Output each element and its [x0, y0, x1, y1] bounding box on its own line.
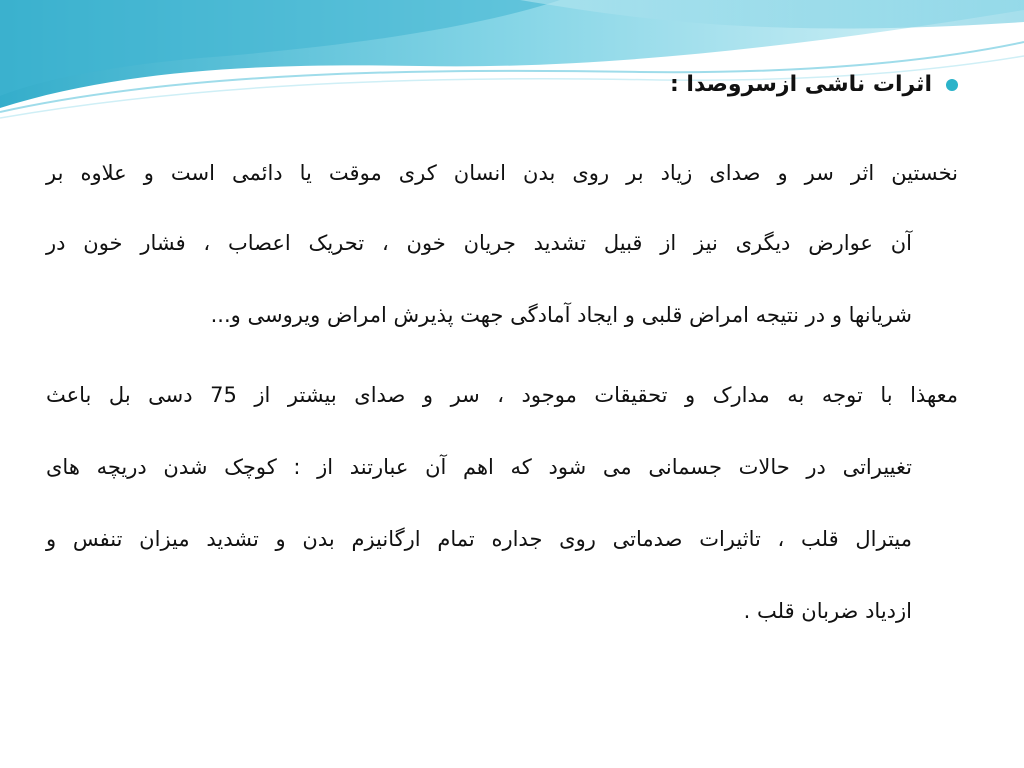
- paragraph-2-line-2: تغییراتی در حالات جسمانی می شود که اهم آن عبارتند از : کوچک شدن دریچه های: [46, 455, 912, 479]
- paragraph-2-line-4: ازدیاد ضربان قلب .: [743, 599, 912, 623]
- header-wave-decoration: [0, 0, 1024, 130]
- heading-row: [670, 72, 958, 97]
- bullet-dot-icon: [946, 79, 958, 91]
- heading-text: اثرات ناشی ازسروصدا :: [669, 72, 932, 97]
- paragraph-2-line-3: میترال قلب ، تاثیرات صدماتی روی جداره تمام ارگانیزم بدن و تشدید میزان تنفس و: [46, 527, 912, 551]
- paragraph-1-line-2: آن عوارض دیگری نیز از قبیل تشدید جریان خون ، تحریک اعصاب ، فشار خون در: [46, 231, 912, 255]
- paragraph-1-line-1: نخستین اثر سر و صدای زیاد بر روی بدن انسان کری موقت یا دائمی است و علاوه بر: [46, 161, 958, 185]
- paragraph-2-line-1: معهذا با توجه به مدارک و تحقیقات موجود ، سر و صدای بیشتر از 75 دسی بل باعث: [46, 383, 958, 407]
- paragraph-1-line-3: شریانها و در نتیجه امراض قلبی و ایجاد آمادگی جهت پذیرش امراض ویروسی و...: [210, 303, 912, 327]
